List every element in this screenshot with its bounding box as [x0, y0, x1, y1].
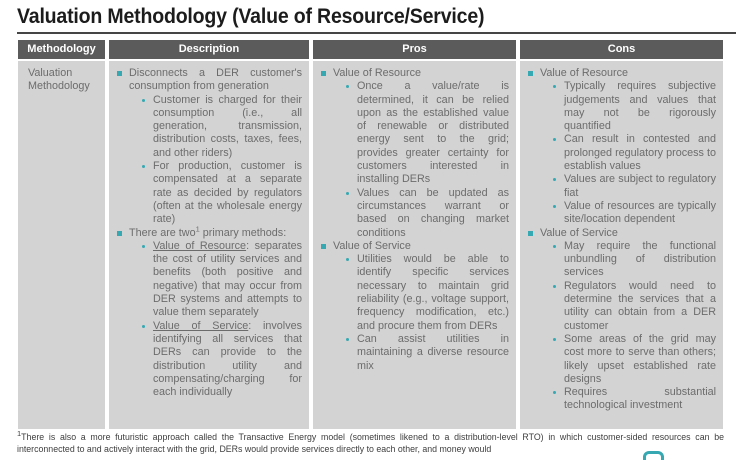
bullet-text: Value of Resource	[540, 67, 629, 79]
bullet-item	[552, 333, 716, 386]
bullet-item	[321, 240, 509, 253]
bullet-item	[321, 67, 509, 80]
footnote	[17, 429, 724, 455]
dot-bullet-icon	[346, 258, 349, 261]
dot-bullet-icon	[142, 325, 145, 328]
methodology-label: Valuation Methodology	[28, 67, 90, 93]
bullet-text: For production, customer is compensated at a separate rate as decided by regulators (often at the wholesale energy rate)	[153, 160, 302, 226]
cell-pros	[313, 61, 516, 429]
footnote-superscript: 1	[17, 429, 22, 439]
cell-description	[109, 61, 309, 429]
bullet-item	[552, 173, 716, 200]
bullet-item	[117, 223, 302, 240]
bullet-text: Regulators would need to determine the services that a utility can obtain from a DER customer	[564, 279, 716, 332]
bullet-text: Values are subject to regulatory fiat	[564, 173, 716, 199]
methodology-table	[18, 40, 723, 429]
column-header-methodology: Methodology	[18, 40, 105, 59]
bullet-item	[552, 80, 716, 133]
bullet-item	[552, 280, 716, 333]
bullet-item	[141, 240, 302, 320]
bullet-text: Value of Resource: separates the cost of utility services and benefits (both positive and negative) that may occur from DER systems and attempts to value them separately	[153, 239, 302, 319]
bullet-item	[345, 253, 509, 333]
bullet-item	[345, 333, 509, 373]
dot-bullet-icon	[346, 338, 349, 341]
dot-bullet-icon	[553, 178, 556, 181]
bullet-text: Can result in contested and prolonged regulatory process to establish values	[564, 133, 716, 173]
square-bullet-icon	[117, 231, 122, 236]
bullet-item	[552, 200, 716, 227]
bullet-item	[528, 67, 716, 80]
bullet-text: Utilities would be able to identify specific services necessary to maintain grid reliability (e.g., voltage support, frequency modification, etc.) and procure them from DERs	[357, 253, 509, 332]
dot-bullet-icon	[553, 85, 556, 88]
bullet-item	[141, 160, 302, 226]
bullet-item	[141, 94, 302, 160]
bullet-text: May require the functional unbundling of distribution services	[564, 239, 716, 279]
bullet-text: Value of Service	[333, 239, 411, 252]
bullet-item	[141, 320, 302, 400]
bullet-text: Value of Resource	[333, 67, 422, 79]
square-bullet-icon	[528, 231, 533, 236]
dot-bullet-icon	[142, 99, 145, 102]
bullet-text: Can assist utilities in maintaining a diverse resource mix	[357, 332, 509, 372]
bullet-text: Some areas of the grid may cost more to serve than others; likely upset established rate designs	[564, 332, 716, 385]
footnote-text: There is also a more futuristic approach called the Transactive Energy model (sometimes likened to a distribution-level RTO) in which customer-sided resources can be interconnected to and actively interact with the grid, DERs would provide services directly to each other, and money would	[17, 432, 724, 454]
bullet-item	[117, 67, 302, 94]
bullet-text: Customer is charged for their consumption (i.e., all generation, transmission, distribution costs, taxes, fees, and other riders)	[153, 93, 302, 159]
corner-logo-icon	[643, 451, 664, 460]
cell-cons	[520, 61, 723, 429]
dot-bullet-icon	[553, 285, 556, 288]
bullet-text: Value of resources are typically site/location dependent	[564, 199, 716, 226]
square-bullet-icon	[321, 71, 326, 76]
square-bullet-icon	[321, 244, 326, 249]
bullet-item	[345, 187, 509, 240]
bullet-text: There are two$^1$ primary methods:	[129, 223, 287, 239]
bullet-item	[552, 386, 716, 413]
dot-bullet-icon	[553, 205, 556, 208]
bullet-item	[552, 240, 716, 280]
square-bullet-icon	[528, 71, 533, 76]
dot-bullet-icon	[346, 192, 349, 195]
bullet-text: Typically requires subjective judgements and values that may not be rigorously quantified	[564, 80, 716, 133]
dot-bullet-icon	[553, 245, 556, 248]
dot-bullet-icon	[553, 138, 556, 141]
column-header-pros: Pros	[313, 40, 516, 59]
bullet-item	[345, 80, 509, 186]
column-header-description: Description	[109, 40, 309, 59]
page-title: Valuation Methodology (Value of Resource/Service)	[17, 5, 485, 28]
bullet-text: Requires substantial technological investment	[564, 386, 716, 412]
bullet-text: Value of Service: involves identifying all services that DERs can provide to the distribution utility and compensating/charging for each individually	[153, 319, 302, 399]
bullet-item	[528, 227, 716, 240]
dot-bullet-icon	[142, 165, 145, 168]
dot-bullet-icon	[553, 338, 556, 341]
square-bullet-icon	[117, 71, 122, 76]
dot-bullet-icon	[142, 245, 145, 248]
bullet-text: Once a value/rate is determined, it can be relied upon as the established value of renewable or distributed energy sent to the grid; provides greater certainty for customers interested in installing DERs	[357, 80, 509, 186]
dot-bullet-icon	[553, 391, 556, 394]
bullet-text: Disconnects a DER customer's consumption from generation	[129, 67, 302, 93]
bullet-text: Value of Service	[540, 226, 618, 239]
bullet-item	[552, 133, 716, 173]
title-underline	[17, 32, 736, 34]
dot-bullet-icon	[346, 85, 349, 88]
column-header-cons: Cons	[520, 40, 723, 59]
cell-methodology	[18, 61, 105, 429]
bullet-text: Values can be updated as circumstances warrant or based on changing market conditions	[357, 186, 509, 239]
